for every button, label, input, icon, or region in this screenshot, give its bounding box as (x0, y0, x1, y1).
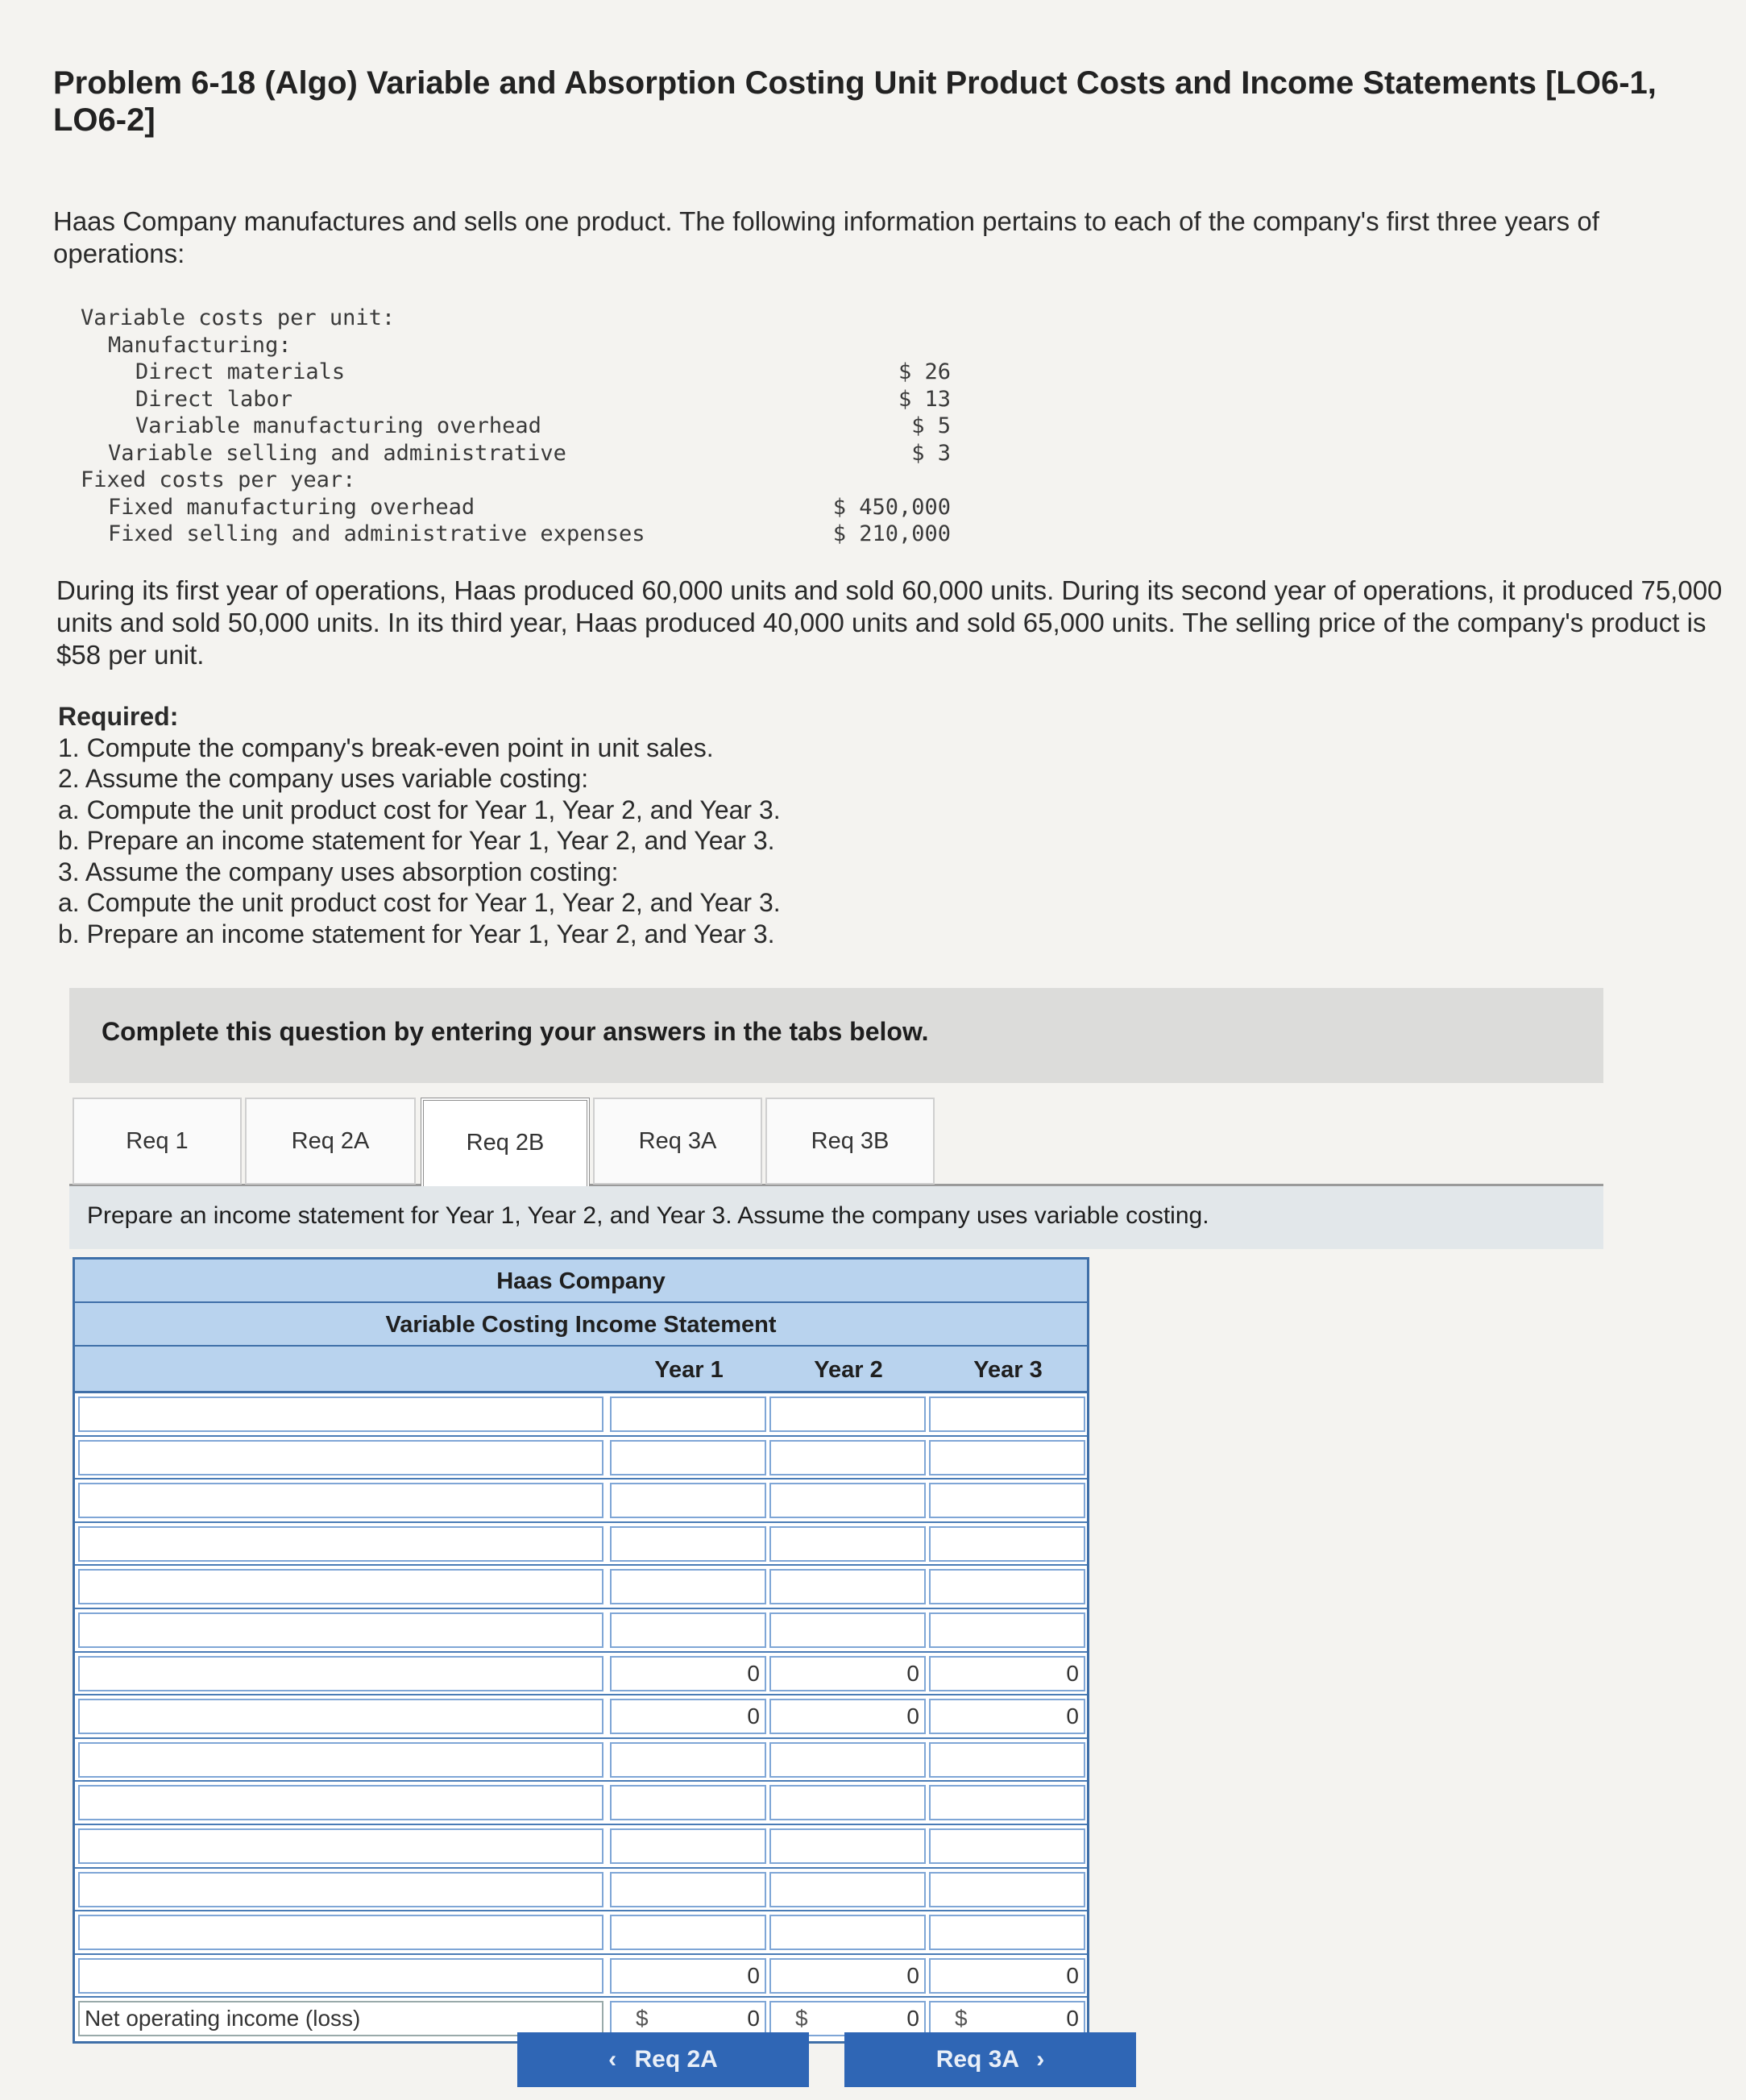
next-button-label: Req 3A (935, 2046, 1018, 2073)
required-item: 3. Assume the company uses absorption costing: (58, 857, 619, 886)
year-1-input[interactable] (610, 1915, 766, 1950)
year-3-input[interactable] (929, 1612, 1085, 1648)
year-3-input[interactable] (929, 1915, 1085, 1950)
direct-labor-label: Direct labor (135, 386, 293, 412)
year-2-input[interactable] (769, 1440, 926, 1475)
next-req-3a-button[interactable] (844, 2032, 1136, 2087)
table-row (75, 1437, 1087, 1480)
line-item-select[interactable] (78, 1569, 603, 1604)
year-3-value: 0 (929, 1958, 1085, 1994)
direct-materials-value: $ 26 (898, 359, 951, 384)
table-row (75, 1480, 1087, 1523)
required-item: a. Compute the unit product cost for Year 1, Year 2, and Year 3. (58, 795, 781, 824)
cost-data-table (81, 305, 951, 548)
table-row (75, 1695, 1087, 1739)
year-2-input[interactable] (769, 1526, 926, 1562)
year-1-input[interactable] (610, 1483, 766, 1518)
table-row (75, 1825, 1087, 1869)
year-3-input[interactable] (929, 1483, 1085, 1518)
year-3-total (929, 2001, 1085, 2036)
tab-req-3b[interactable]: Req 3B (765, 1098, 935, 1185)
variable-sga-value: $ 3 (911, 440, 951, 466)
line-item-select[interactable] (78, 1785, 603, 1820)
line-item-select[interactable] (78, 1742, 603, 1778)
tab-req-2b[interactable]: Req 2B (421, 1098, 590, 1188)
net-operating-income-label: Net operating income (loss) (78, 2001, 603, 2036)
currency-symbol: $ (636, 2006, 649, 2032)
year-2-input[interactable] (769, 1612, 926, 1648)
prev-req-2a-button[interactable] (517, 2032, 809, 2087)
table-row (75, 1393, 1087, 1437)
year-2-value: 0 (769, 1958, 926, 1994)
year-2-value: 0 (769, 1699, 926, 1734)
year-1-value: 0 (610, 1958, 766, 1994)
year-3-total-value: 0 (1066, 2006, 1079, 2032)
direct-labor-value: $ 13 (898, 386, 951, 412)
fixed-sga-value: $ 210,000 (832, 521, 951, 546)
required-heading: Required: (58, 702, 179, 731)
year-1-input[interactable] (610, 1828, 766, 1864)
table-row (75, 1653, 1087, 1696)
variable-mfg-overhead-label: Variable manufacturing overhead (135, 413, 541, 438)
currency-symbol: $ (795, 2006, 808, 2032)
tab-prompt-text: Prepare an income statement for Year 1, Year 2, and Year 3. Assume the company uses variable costing. (87, 1202, 1209, 1229)
column-headers (75, 1347, 1087, 1393)
year-3-input[interactable] (929, 1440, 1085, 1475)
prev-button-label: Req 2A (634, 2046, 718, 2073)
table-row (75, 1566, 1087, 1609)
table-row (75, 1869, 1087, 1912)
tab-req-2a[interactable]: Req 2A (245, 1098, 416, 1185)
line-item-select[interactable] (78, 1828, 603, 1864)
year-3-value: 0 (929, 1699, 1085, 1734)
tab-req-3a[interactable]: Req 3A (593, 1098, 762, 1185)
operations-paragraph: During its first year of operations, Haas produced 60,000 units and sold 60,000 units. During its second year of operations, it produced 75,000 units and sold 50,000 units. In its third year, Haas produced 40,000 units and sold 65,000 units. The selling price of the company's product is $58 per unit. (56, 575, 1723, 670)
instructions-text: Complete this question by entering your answers in the tabs below. (102, 1017, 929, 1046)
col-year-2: Year 2 (814, 1357, 883, 1383)
table-row (75, 1911, 1087, 1955)
variable-costs-header: Variable costs per unit: (81, 305, 396, 330)
fixed-mfg-overhead-value: $ 450,000 (832, 494, 951, 520)
year-2-input[interactable] (769, 1915, 926, 1950)
year-1-input[interactable] (610, 1526, 766, 1562)
year-2-input[interactable] (769, 1742, 926, 1778)
year-1-total-value: 0 (747, 2006, 760, 2032)
table-row (75, 1955, 1087, 1998)
tab-prompt (69, 1186, 1603, 1249)
year-3-input[interactable] (929, 1785, 1085, 1820)
year-1-input[interactable] (610, 1612, 766, 1648)
year-3-input[interactable] (929, 1742, 1085, 1778)
year-3-input[interactable] (929, 1872, 1085, 1907)
col-year-3: Year 3 (973, 1357, 1043, 1383)
required-item: b. Prepare an income statement for Year 1, Year 2, and Year 3. (58, 919, 775, 948)
year-2-input[interactable] (769, 1397, 926, 1432)
instructions-banner (69, 988, 1603, 1083)
year-1-total (610, 2001, 766, 2036)
year-1-value: 0 (610, 1699, 766, 1734)
year-3-input[interactable] (929, 1526, 1085, 1562)
year-2-total (769, 2001, 926, 2036)
table-row (75, 1523, 1087, 1567)
line-item-select[interactable] (78, 1526, 603, 1562)
year-1-input[interactable] (610, 1742, 766, 1778)
variable-mfg-overhead-value: $ 5 (911, 413, 951, 438)
year-3-input[interactable] (929, 1569, 1085, 1604)
year-2-input[interactable] (769, 1785, 926, 1820)
year-2-input[interactable] (769, 1872, 926, 1907)
line-item-select[interactable] (78, 1397, 603, 1432)
company-name: Haas Company (75, 1260, 1087, 1303)
year-2-total-value: 0 (906, 2006, 919, 2032)
tab-bar (69, 1096, 1603, 1186)
statement-title: Variable Costing Income Statement (75, 1303, 1087, 1347)
col-year-1: Year 1 (654, 1357, 724, 1383)
year-1-value: 0 (610, 1656, 766, 1691)
required-item: b. Prepare an income statement for Year 1, Year 2, and Year 3. (58, 826, 775, 855)
manufacturing-header: Manufacturing: (108, 332, 292, 358)
year-2-input[interactable] (769, 1483, 926, 1518)
required-item: 1. Compute the company's break-even point in unit sales. (58, 733, 714, 762)
year-1-input[interactable] (610, 1397, 766, 1432)
fixed-costs-header: Fixed costs per year: (81, 467, 356, 492)
table-row (75, 1782, 1087, 1825)
required-item: 2. Assume the company uses variable costing: (58, 764, 589, 793)
fixed-mfg-overhead-label: Fixed manufacturing overhead (108, 494, 475, 520)
line-item-select[interactable] (78, 1872, 603, 1907)
year-1-input[interactable] (610, 1440, 766, 1475)
line-item-select[interactable] (78, 1958, 603, 1994)
chevron-left-icon: ‹ (608, 2046, 617, 2073)
year-1-input[interactable] (610, 1872, 766, 1907)
line-item-select[interactable] (78, 1612, 603, 1648)
year-3-value: 0 (929, 1656, 1085, 1691)
fixed-sga-label: Fixed selling and administrative expenses (108, 521, 645, 546)
currency-symbol: $ (955, 2006, 968, 2032)
year-2-value: 0 (769, 1656, 926, 1691)
line-item-select[interactable] (78, 1656, 603, 1691)
income-statement-table (73, 1257, 1089, 2044)
line-item-select[interactable] (78, 1915, 603, 1950)
required-section (58, 701, 1025, 949)
table-row (75, 1609, 1087, 1653)
problem-title: Problem 6-18 (Algo) Variable and Absorption Costing Unit Product Costs and Income Statements [LO6-1, LO6-2] (53, 65, 1657, 138)
year-3-input[interactable] (929, 1397, 1085, 1432)
chevron-right-icon: › (1036, 2046, 1045, 2073)
required-item: a. Compute the unit product cost for Year 1, Year 2, and Year 3. (58, 888, 781, 917)
line-item-select[interactable] (78, 1440, 603, 1475)
variable-sga-label: Variable selling and administrative (108, 440, 566, 466)
year-1-input[interactable] (610, 1569, 766, 1604)
year-2-input[interactable] (769, 1569, 926, 1604)
year-2-input[interactable] (769, 1828, 926, 1864)
table-row (75, 1739, 1087, 1783)
line-item-select[interactable] (78, 1699, 603, 1734)
direct-materials-label: Direct materials (135, 359, 346, 384)
tab-req-1[interactable]: Req 1 (73, 1098, 242, 1185)
year-1-input[interactable] (610, 1785, 766, 1820)
year-3-input[interactable] (929, 1828, 1085, 1864)
line-item-select[interactable] (78, 1483, 603, 1518)
intro-text: Haas Company manufactures and sells one product. The following information pertains to each of the company's first three years of operations: (53, 206, 1599, 268)
